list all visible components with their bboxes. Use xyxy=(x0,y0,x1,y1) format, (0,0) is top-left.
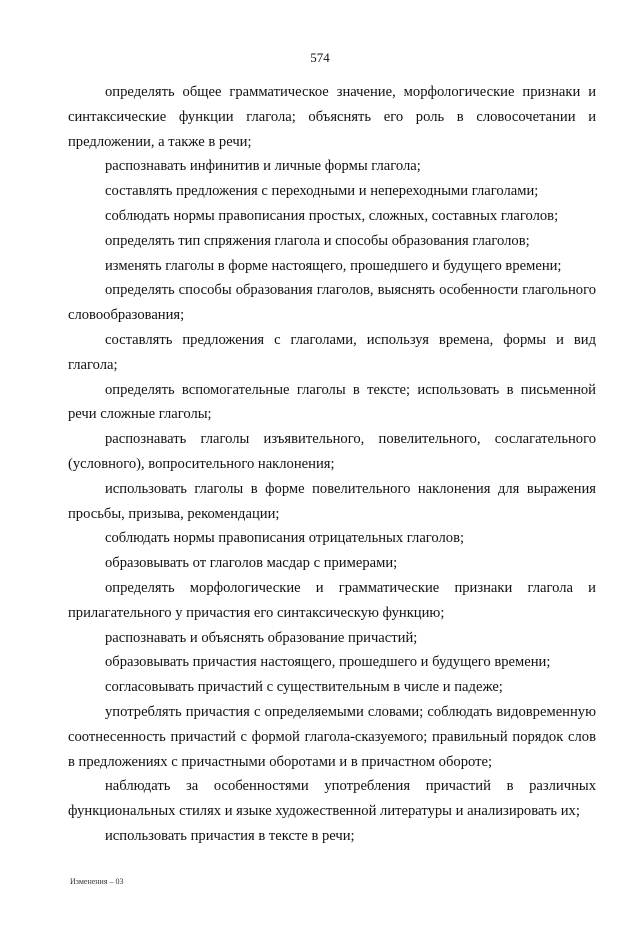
paragraph: определять общее грамматическое значение, морфологические признаки и синтаксические функции глагола; объяснять его роль в словосочетании и предложении, а также в речи; xyxy=(68,84,596,150)
body-text xyxy=(68,80,596,849)
paragraph: распознавать инфинитив и личные формы глагола; xyxy=(105,158,421,175)
paragraph: употреблять причастия с определяемыми словами; соблюдать видовременную соотнесенность причастий с формой глагола-сказуемого; правильный порядок слов в предложениях с причастными оборотами и в причастном обороте; xyxy=(68,703,596,770)
paragraph: соблюдать нормы правописания отрицательных глаголов; xyxy=(105,530,465,547)
paragraph: распознавать глаголы изъявительного, повелительного, сослагательного (условного), вопросительного наклонения; xyxy=(68,431,596,472)
paragraph: составлять предложения с переходными и непереходными глаголами; xyxy=(105,183,539,200)
paragraph: определять тип спряжения глагола и способы образования глаголов; xyxy=(105,232,530,249)
paragraph: определять морфологические и грамматические признаки глагола и прилагательного у причастия его синтаксическую функцию; xyxy=(68,579,596,621)
paragraph: определять вспомогательные глаголы в тексте; использовать в письменной речи сложные глаголы; xyxy=(68,381,596,423)
paragraph: соблюдать нормы правописания простых, сложных, составных глаголов; xyxy=(105,207,559,224)
paragraph: образовывать причастия настоящего, прошедшего и будущего времени; xyxy=(105,654,551,671)
paragraph: использовать глаголы в форме повелительного наклонения для выражения просьбы, призыва, рекомендации; xyxy=(68,480,596,522)
paragraph: наблюдать за особенностями употребления причастий в различных функциональных стилях и языке художественной литературы и анализировать их; xyxy=(68,778,596,820)
page-number: 574 xyxy=(310,50,330,65)
paragraph: использовать причастия в тексте в речи; xyxy=(105,827,355,844)
paragraph: распознавать и объяснять образование причастий; xyxy=(105,629,418,646)
paragraph: образовывать от глаголов масдар с примерами; xyxy=(105,555,398,572)
paragraph: определять способы образования глаголов, выяснять особенности глагольного словообразования; xyxy=(68,282,596,324)
paragraph: изменять глаголы в форме настоящего, прошедшего и будущего времени; xyxy=(105,257,562,274)
paragraph: составлять предложения с глаголами, используя времена, формы и вид глагола; xyxy=(68,331,596,373)
footer-revision-note: Изменения – 03 xyxy=(70,877,124,886)
paragraph: согласовывать причастий с существительным в числе и падеже; xyxy=(105,679,503,696)
